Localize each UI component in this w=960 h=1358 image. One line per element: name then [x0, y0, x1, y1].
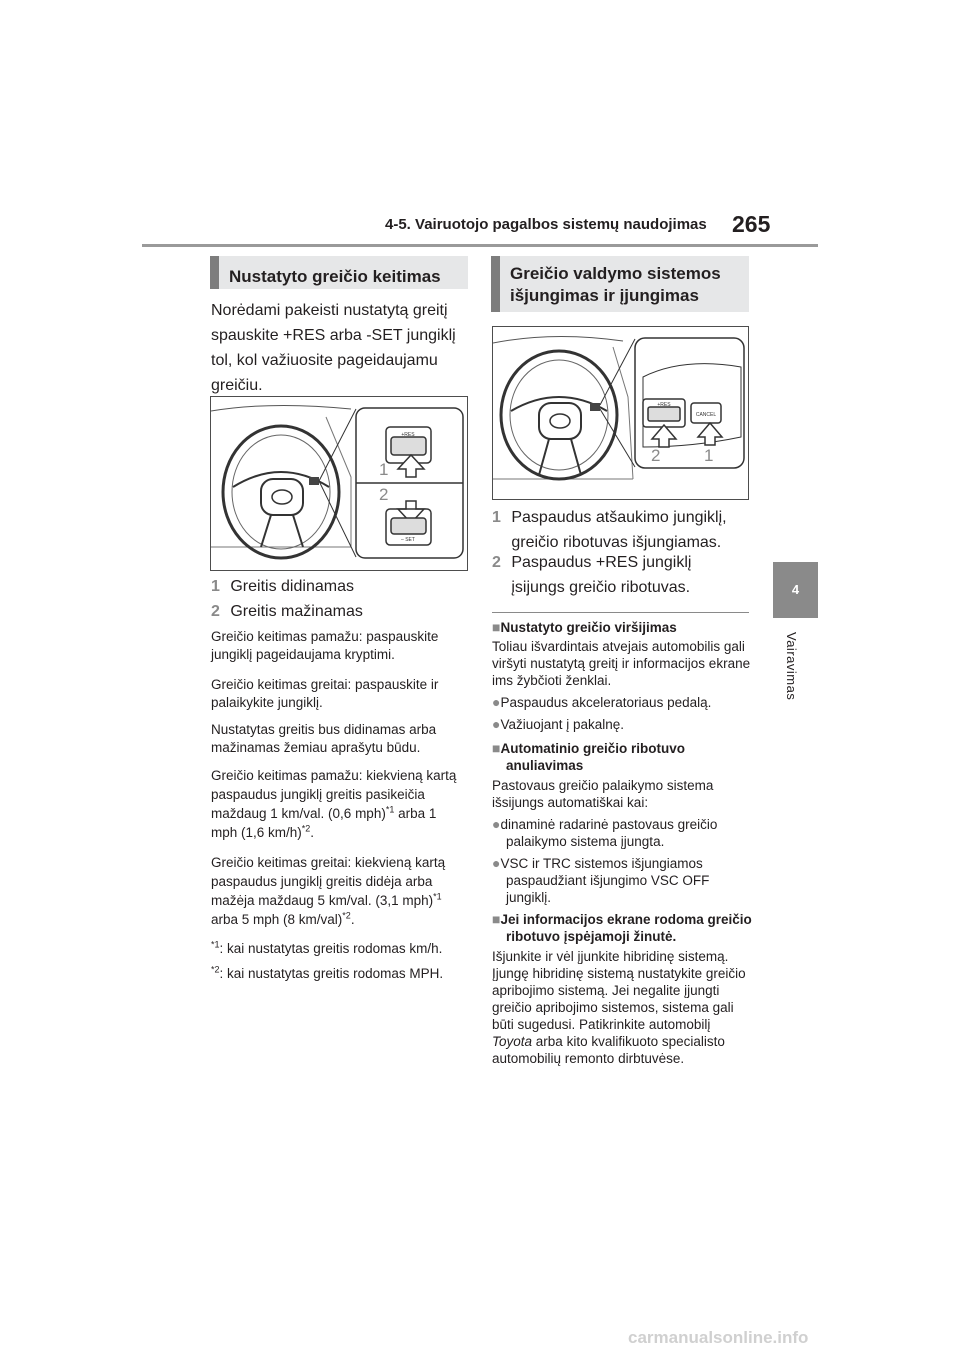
- step-number: 1: [492, 509, 501, 526]
- circle-bullet-icon: ●: [492, 716, 501, 732]
- subheading-auto-cancel: ■Automatinio greičio ribotuvo anuliavimas: [492, 740, 685, 773]
- warning-message-text: Išjunkite ir vėl įjunkite hibridinę sistemą. Įjungę hibridinę sistemą nustatykite greičio apribojimo sistemą. Jei negalite įjungti greičio apribojimo sistemos, sistema gali būti sugedusi. Patikrinkite automobilį Toyota arba kito kvalifikuoto specialisto automobilių remonto dirbtuvėse.: [492, 949, 746, 1066]
- step-text: Greitis didinamas: [230, 578, 354, 595]
- steering-wheel-cancel-illustration: [493, 327, 748, 499]
- footnote-1: $^{*1}$: kai nustatytas greitis rodomas km/h.: [211, 939, 443, 956]
- label-set: – SET: [401, 537, 415, 543]
- header-rule: [142, 244, 818, 247]
- circle-bullet-icon: ●: [492, 855, 501, 871]
- step-text: Paspaudus atšaukimo jungiklį, greičio ribotuvas išjungiamas.: [511, 509, 727, 551]
- section-title-right: Greičio valdymo sistemos išjungimas ir įjungimas: [491, 256, 749, 312]
- left-paragraph-3: Nustatytas greitis bus didinamas arba mažinamas žemiau aprašytu būdu.: [211, 722, 437, 755]
- overspeed-item-2: ●Važiuojant į pakalnę.: [492, 716, 625, 732]
- step-text: Greitis mažinamas: [230, 603, 363, 620]
- label-cancel: CANCEL: [695, 412, 717, 418]
- chapter-tab-label: Vairavimas: [784, 632, 799, 701]
- auto-cancel-text: Pastovaus greičio palaikymo sistema išsijungs automatiškai kai:: [492, 778, 714, 810]
- chapter-title: 4-5. Vairuotojo pagalbos sistemų naudojimas: [385, 216, 707, 233]
- footnote-2: $^{*2}$: kai nustatytas greitis rodomas MPH.: [211, 964, 444, 981]
- left-paragraph-1: Greičio keitimas pamažu: paspauskite jungiklį pageidaujama kryptimi.: [211, 629, 439, 662]
- label-res: +RES: [401, 432, 415, 438]
- left-paragraph-5: Greičio keitimas greitai: kiekvieną kartą paspaudus jungiklį greitis didėja arba mažėja maždaug 5 km/val. (3,1 mph)$^{*1}$ arba 5 mph (8 km/val)$^{*2}$.: [211, 855, 446, 927]
- circle-bullet-icon: ●: [492, 694, 501, 710]
- page-number: 265: [732, 211, 771, 237]
- overspeed-item-1: ●Paspaudus akceleratoriaus pedalą.: [492, 694, 712, 710]
- step-number: 2: [492, 554, 501, 571]
- switch-location-marker: [309, 477, 319, 485]
- circle-bullet-icon: ●: [492, 816, 501, 832]
- left-paragraph-2: Greičio keitimas greitai: paspauskite ir palaikykite jungiklį.: [211, 677, 439, 710]
- figure-steering-switch-cancel: [492, 326, 749, 500]
- watermark: carmanualsonline.info: [628, 1328, 809, 1347]
- right-step-2: [492, 550, 752, 600]
- callout-1: 1: [379, 460, 389, 479]
- square-bullet-icon: ■: [492, 619, 501, 635]
- left-step-2: [211, 599, 466, 624]
- chapter-tab: 4: [773, 562, 818, 618]
- label-res: +RES: [657, 402, 671, 408]
- left-paragraph-4: Greičio keitimas pamažu: kiekvieną kartą paspaudus jungiklį greitis pasikeičia maždaug 1 km/val. (0,6 mph)$^{*1}$ arba 1 mph (1,6 km/h)$^{*2}$.: [211, 768, 457, 840]
- section-title-left: Nustatyto greičio keitimas: [210, 256, 468, 289]
- auto-cancel-item-1: ●dinaminė radarinė pastovaus greičio palaikymo sistema įjungta.: [492, 816, 718, 849]
- auto-cancel-item-2: ●VSC ir TRC sistemos išjungiamos paspaudžiant išjungimo VSC OFF jungiklį.: [492, 855, 710, 905]
- overspeed-text: Toliau išvardintais atvejais automobilis gali viršyti nustatytą greitį ir informacijos ekrane ims žybčioti ženklai.: [492, 639, 751, 688]
- step-number: 1: [211, 578, 220, 595]
- subheading-warning-message: ■Jei informacijos ekrane rodoma greičio ribotuvo įspėjamoji žinutė.: [492, 911, 752, 944]
- square-bullet-icon: ■: [492, 740, 501, 756]
- figure-steering-switch-res-set: [210, 396, 468, 571]
- switch-location-marker: [590, 403, 600, 411]
- section-divider: [492, 612, 749, 613]
- subheading-overspeed: ■Nustatyto greičio viršijimas: [492, 619, 677, 635]
- right-step-1: [492, 505, 752, 555]
- step-number: 2: [211, 603, 220, 620]
- callout-2: 2: [651, 446, 661, 465]
- steering-wheel-illustration: [211, 397, 467, 570]
- callout-1: 1: [704, 446, 714, 465]
- square-bullet-icon: ■: [492, 911, 501, 927]
- left-step-1: [211, 574, 466, 599]
- left-intro: Norėdami pakeisti nustatytą greitį spauskite +RES arba -SET jungiklį tol, kol važiuosite pageidaujamu greičiu.: [211, 302, 456, 394]
- step-text: Paspaudus +RES jungiklį įsijungs greičio ribotuvas.: [511, 554, 692, 596]
- callout-2: 2: [379, 485, 389, 504]
